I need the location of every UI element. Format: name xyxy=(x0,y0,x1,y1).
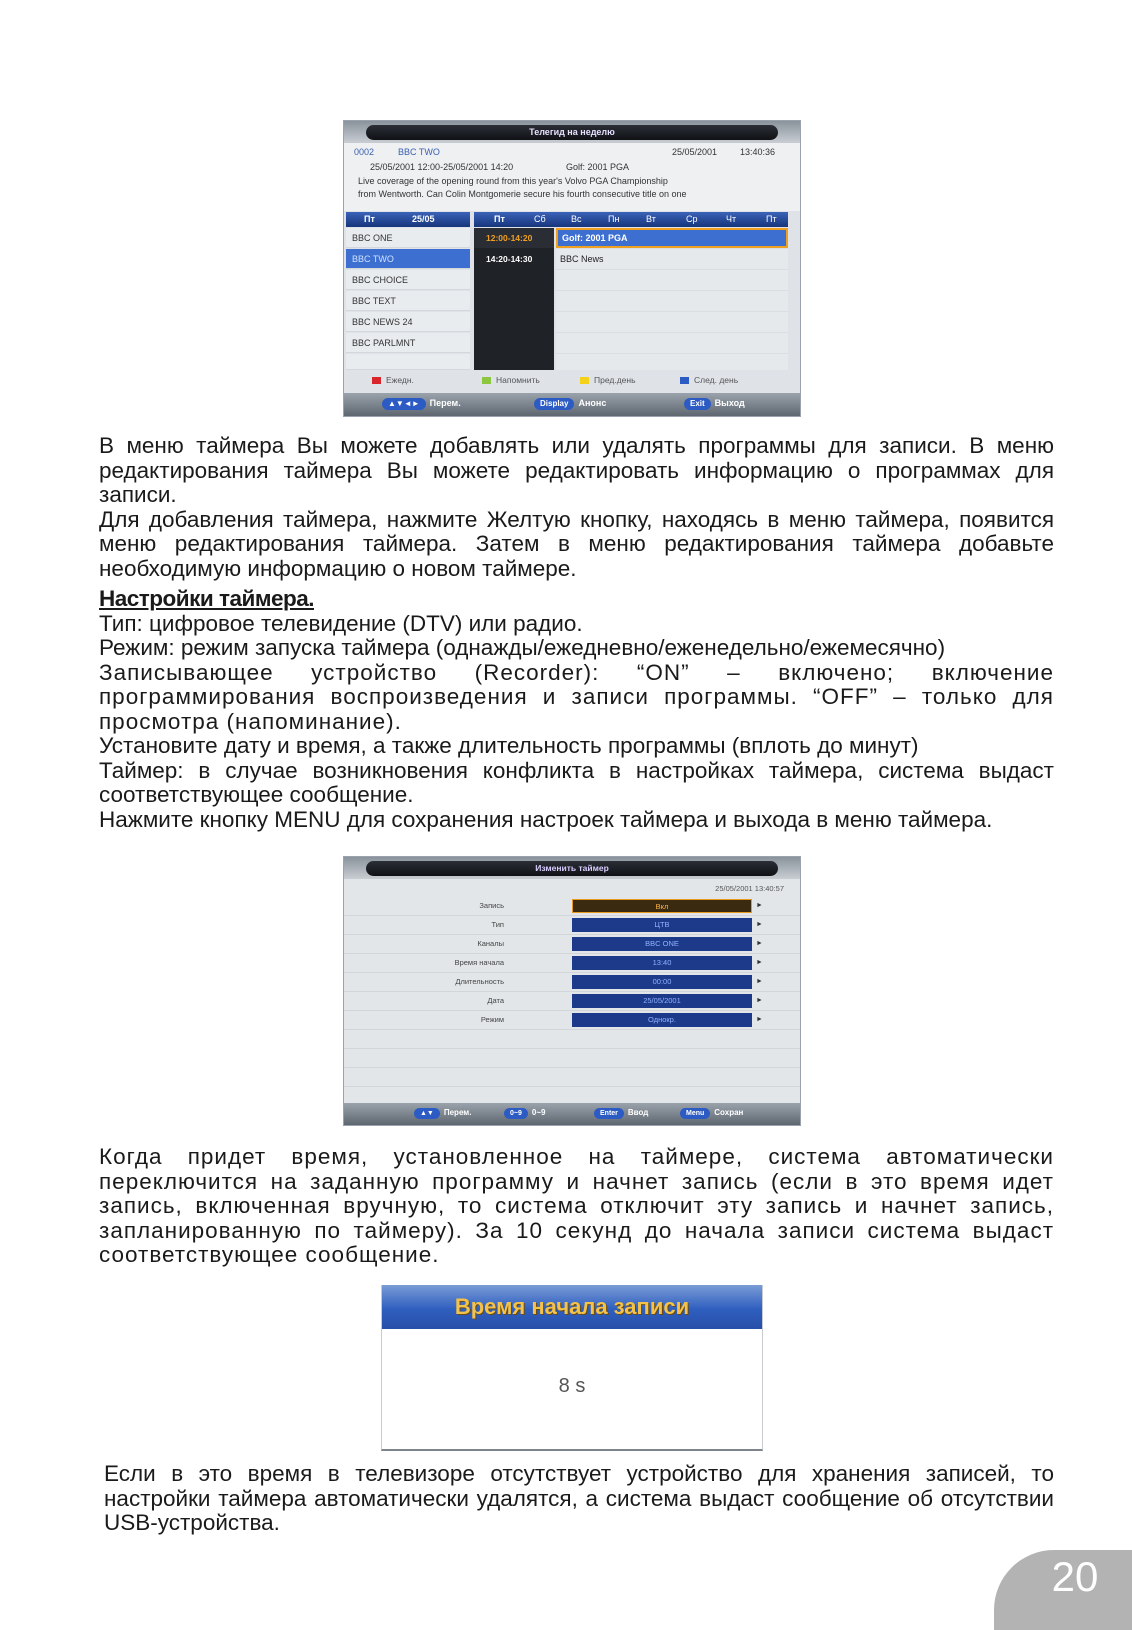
timer-row-empty xyxy=(344,1030,800,1049)
epg-titlebar xyxy=(344,121,800,143)
channel-list-empty xyxy=(346,354,470,370)
timer-row[interactable] xyxy=(344,954,800,973)
event-description-line: from Wentworth. Can Colin Montgomerie secure his fourth consecutive title on one xyxy=(358,189,687,199)
display-key-icon: Display xyxy=(534,398,574,410)
channel-list-item[interactable]: BBC CHOICE xyxy=(346,270,470,290)
event-description-line: Live coverage of the opening round from this year's Volvo PGA Championship xyxy=(358,176,668,186)
timer-datetime: 25/05/2001 13:40:57 xyxy=(715,884,784,893)
setting-line: Нажмите кнопку MENU для сохранения настроек таймера и выхода в меню таймера. xyxy=(99,806,993,832)
left-header-date: 25/05 xyxy=(412,214,435,224)
timer-footer xyxy=(344,1103,800,1125)
countdown-value: 8 s xyxy=(558,1375,586,1397)
exit-key-icon: Exit xyxy=(684,398,711,410)
program-item[interactable]: BBC News xyxy=(560,254,604,264)
legend-item: Ежедн. xyxy=(372,375,414,385)
footer-hint-display: Display Анонс xyxy=(534,398,606,410)
countdown-screenshot xyxy=(381,1285,763,1451)
chevron-right-icon: ► xyxy=(756,959,763,966)
channel-list-item[interactable]: BBC ONE xyxy=(346,228,470,248)
footer-hint-exit: Exit Выход xyxy=(684,398,745,410)
recording-text xyxy=(99,1145,1054,1268)
countdown-title: Время начала записи xyxy=(454,1294,690,1319)
program-item-selected[interactable]: Golf: 2001 PGA xyxy=(556,228,788,248)
week-day-header xyxy=(474,212,788,227)
channel-name: BBC TWO xyxy=(398,147,440,157)
timer-row[interactable] xyxy=(344,973,800,992)
event-time: 25/05/2001 12:00-25/05/2001 14:20 xyxy=(370,162,514,172)
epg-screenshot xyxy=(343,120,801,417)
red-key-icon xyxy=(372,377,381,384)
timer-row[interactable] xyxy=(344,916,800,935)
chevron-right-icon: ► xyxy=(756,1016,763,1023)
timer-row-label: Запись xyxy=(479,901,504,910)
usb-text xyxy=(104,1462,1054,1536)
chevron-right-icon: ► xyxy=(756,997,763,1004)
timer-row-label: Режим xyxy=(480,1015,504,1024)
time-slot[interactable]: 14:20-14:30 xyxy=(486,254,533,264)
channel-number: 0002 xyxy=(354,147,375,157)
timer-titlebar xyxy=(344,857,800,879)
timer-row[interactable] xyxy=(344,1011,800,1030)
time-slot[interactable]: 12:00-14:20 xyxy=(474,228,554,248)
timer-row[interactable] xyxy=(344,935,800,954)
epg-info-panel xyxy=(344,143,800,211)
timer-row[interactable] xyxy=(344,897,800,916)
timer-row-label: Длительность xyxy=(455,977,504,986)
timer-row-label: Время начала xyxy=(454,958,504,967)
channel-list-item-selected[interactable]: BBC TWO xyxy=(346,249,470,269)
timer-row-value[interactable]: ЦТВ xyxy=(572,918,752,932)
setting-line: Записывающее устройство (Recorder): “ON” – включено; включение программирования воспроизведения и записи программы. “OFF” – только для просмотра (напоминание). xyxy=(99,659,1054,734)
day-tab[interactable]: Вс xyxy=(571,214,582,224)
paragraph: Если в это время в телевизоре отсутствует устройство для хранения записей, то настройки таймера автоматически удалятся, а система выдаст сообщение об отсутствии USB-устройства. xyxy=(104,1461,1054,1535)
digits-key-icon: 0~9 xyxy=(504,1108,528,1119)
chevron-right-icon: ► xyxy=(756,978,763,985)
menu-key-icon: Menu xyxy=(680,1108,710,1119)
legend-item: Напомнить xyxy=(482,375,540,385)
epg-title: Телегид на неделю xyxy=(366,125,778,140)
day-tab[interactable]: Вт xyxy=(646,214,656,224)
blue-key-icon xyxy=(680,377,689,384)
timer-row-value[interactable]: 00:00 xyxy=(572,975,752,989)
timer-row-value[interactable]: BBC ONE xyxy=(572,937,752,951)
chevron-right-icon: ► xyxy=(756,902,763,909)
timer-row-value[interactable]: 13:40 xyxy=(572,956,752,970)
enter-key-icon: Enter xyxy=(594,1108,624,1119)
epg-footer xyxy=(344,393,800,416)
channel-list-item[interactable]: BBC NEWS 24 xyxy=(346,312,470,332)
event-title: Golf: 2001 PGA xyxy=(566,162,630,172)
channel-list-item[interactable]: BBC TEXT xyxy=(346,291,470,311)
footer-hint-move: ▲▼ Перем. xyxy=(414,1108,471,1119)
paragraph: Для добавления таймера, нажмите Желтую кнопку, находясь в меню таймера, появится меню редактирования таймера. Затем в меню редактирования таймера добавьте необходимую информацию о новом таймере. xyxy=(99,506,1054,581)
edit-timer-screenshot xyxy=(343,856,801,1126)
left-day-header xyxy=(346,212,470,227)
footer-hint-move: ▲▼◄► Перем. xyxy=(382,398,461,410)
setting-line: Установите дату и время, а также длительность программы (вплоть до минут) xyxy=(99,733,919,758)
epg-time: 13:40:36 xyxy=(740,147,776,157)
day-tab[interactable]: Чт xyxy=(726,214,737,224)
footer-hint-digits: 0~9 0~9 xyxy=(504,1108,545,1119)
chevron-right-icon: ► xyxy=(756,940,763,947)
paragraph: Когда придет время, установленное на таймере, система автоматически переключится на заданную программу и начнет запись (если в это время идет запись, включенная вручную, то система отключит эту запись и начнет запись, запланированную по таймеру). За 10 секунд до начала записи система выдаст соответствующее сообщение. xyxy=(99,1144,1054,1267)
timer-row[interactable] xyxy=(344,992,800,1011)
green-key-icon xyxy=(482,377,491,384)
timer-row-empty xyxy=(344,1068,800,1087)
footer-hint-enter: Enter Ввод xyxy=(594,1108,648,1119)
timer-row-label: Каналы xyxy=(477,939,504,948)
timer-title: Изменить таймер xyxy=(366,861,778,876)
intro-text xyxy=(99,434,1054,832)
section-heading: Настройки таймера. xyxy=(99,586,314,611)
epg-date: 25/05/2001 xyxy=(672,147,718,157)
timer-row-label: Тип xyxy=(491,920,504,929)
page-number: 20 xyxy=(1051,1553,1099,1600)
day-tab[interactable]: Пт xyxy=(494,214,505,224)
timer-row-value[interactable]: Однокр. xyxy=(572,1013,752,1027)
timer-row-empty xyxy=(344,1049,800,1068)
timer-row-value[interactable]: 25/05/2001 xyxy=(572,994,752,1008)
left-header-day: Пт xyxy=(364,214,375,224)
paragraph: В меню таймера Вы можете добавлять или удалять программы для записи. В меню редактирования таймера Вы можете редактировать информацию о программах для записи. xyxy=(99,433,1054,507)
yellow-key-icon xyxy=(580,377,589,384)
arrows-key-icon: ▲▼◄► xyxy=(382,398,426,410)
setting-line: Таймер: в случае возникновения конфликта в настройках таймера, система выдаст соответствующее сообщение. xyxy=(99,757,1054,807)
day-tab[interactable]: Пн xyxy=(608,214,620,224)
day-tab[interactable]: Сб xyxy=(534,214,546,224)
timer-row-label: Дата xyxy=(487,996,504,1005)
footer-hint-save: Menu Сохран xyxy=(680,1108,743,1119)
day-tab[interactable]: Пт xyxy=(766,214,777,224)
chevron-right-icon: ► xyxy=(756,921,763,928)
day-tab[interactable]: Ср xyxy=(686,214,698,224)
legend-item: Пред.день xyxy=(580,375,636,385)
legend-item: След. день xyxy=(680,375,738,385)
arrows-key-icon: ▲▼ xyxy=(414,1108,440,1119)
setting-line: Режим: режим запуска таймера (однажды/ежедневно/еженедельно/ежемесячно) xyxy=(99,635,946,660)
timer-row-value[interactable]: Вкл xyxy=(572,899,752,913)
channel-list-item[interactable]: BBC PARLMNT xyxy=(346,333,470,353)
setting-line: Тип: цифровое телевидение (DTV) или радио. xyxy=(99,610,583,636)
